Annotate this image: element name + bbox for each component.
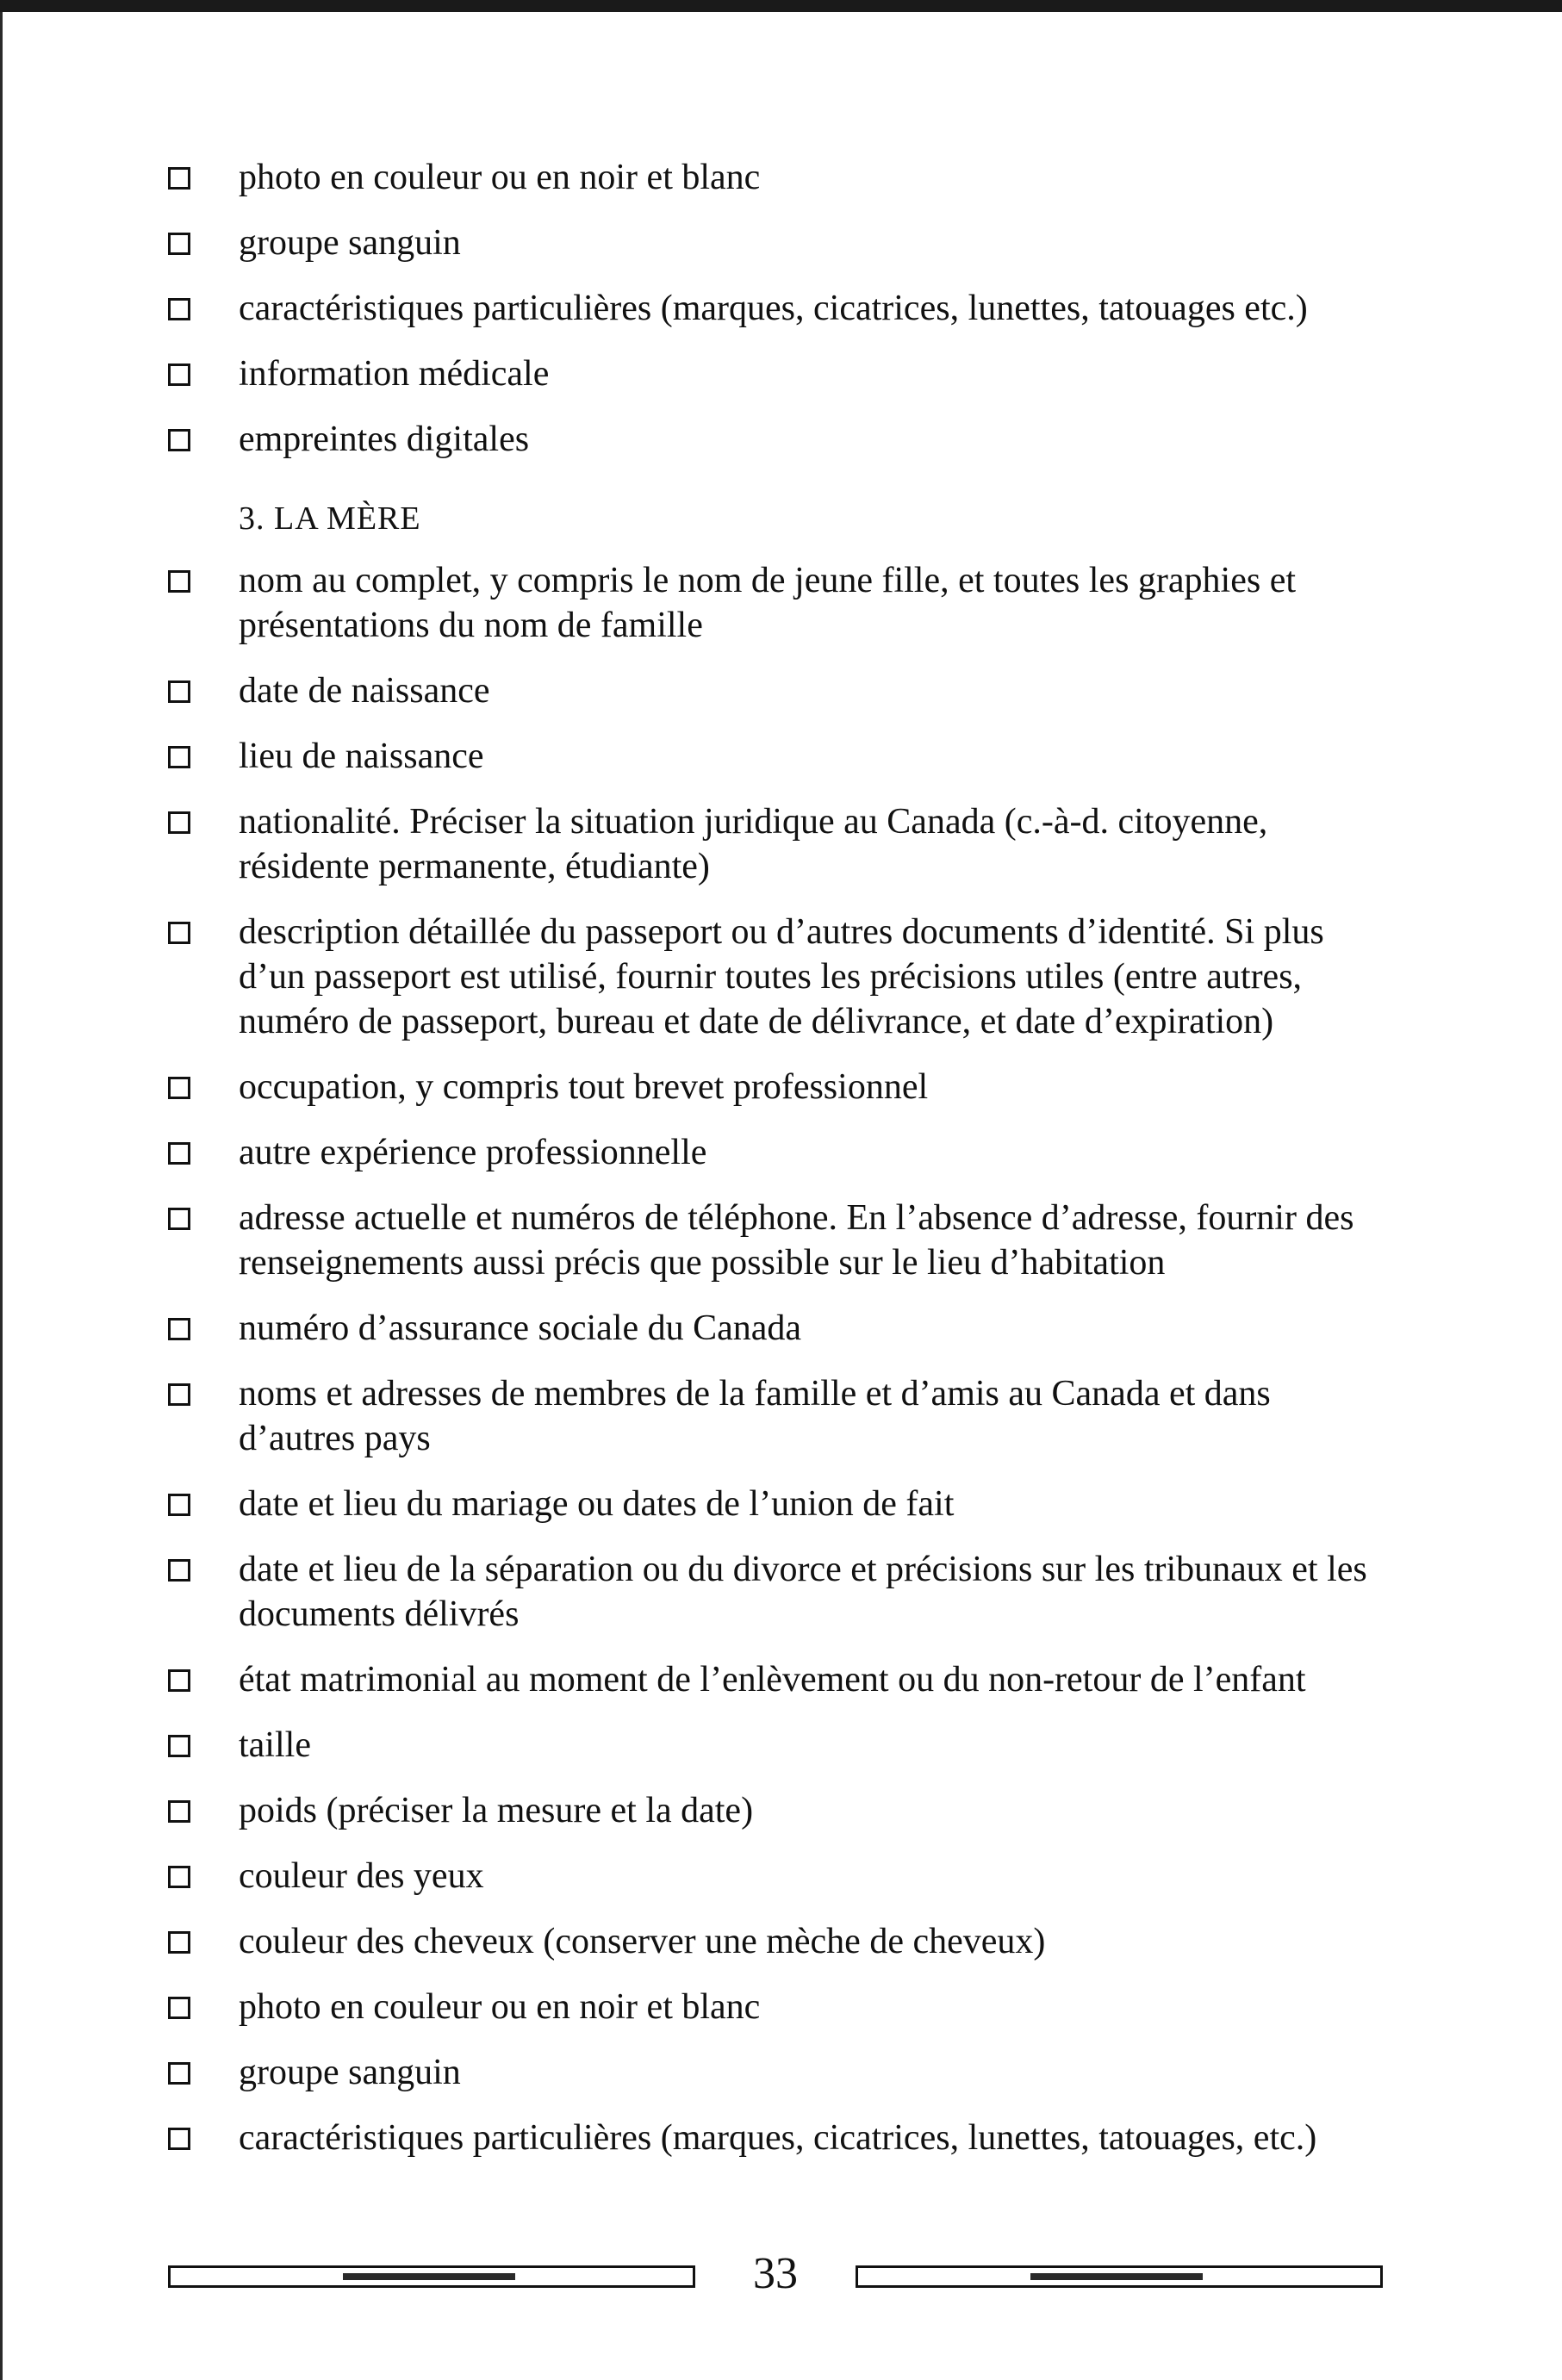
item-text: couleur des yeux xyxy=(239,1856,484,1896)
checkbox[interactable] xyxy=(168,233,190,255)
checkbox[interactable] xyxy=(168,167,190,190)
item-text: état matrimonial au moment de l’enlèvement ou du non-retour de l’enfant xyxy=(239,1660,1306,1700)
checkbox[interactable] xyxy=(168,1494,190,1516)
footer-rule-right xyxy=(856,2265,1383,2288)
item-text: date de naissance xyxy=(239,671,490,711)
item-text: numéro d’assurance sociale du Canada xyxy=(239,1308,802,1348)
footer-rule-right-fill xyxy=(1030,2273,1203,2280)
checkbox[interactable] xyxy=(168,746,190,768)
item-text: lieu de naissance xyxy=(239,736,484,776)
checkbox[interactable] xyxy=(168,1383,190,1406)
item-text: groupe sanguin xyxy=(239,223,461,263)
list-item xyxy=(168,1657,1383,1702)
list-item xyxy=(168,799,1383,889)
checkbox[interactable] xyxy=(168,2062,190,2085)
item-text: date et lieu de la séparation ou du divorce et précisions sur les tribunaux et les documents délivrés xyxy=(239,1550,1367,1634)
list-item xyxy=(168,1065,1383,1109)
item-text: description détaillée du passeport ou d’autres documents d’identité. Si plus d’un passeport est utilisé, fournir toutes les précisions utiles (entre autres, numéro de passeport, bureau et date de délivrance, et date d’expiration) xyxy=(239,912,1324,1041)
list-item xyxy=(168,1788,1383,1833)
section-heading: 3. LA MÈRE xyxy=(239,500,421,537)
item-text: poids (préciser la mesure et la date) xyxy=(239,1791,754,1830)
list-item xyxy=(168,1196,1383,1285)
checkbox[interactable] xyxy=(168,811,190,834)
item-text: couleur des cheveux (conserver une mèche de cheveux) xyxy=(239,1922,1046,1961)
list-item xyxy=(168,1130,1383,1175)
item-text: adresse actuelle et numéros de téléphone. En l’absence d’adresse, fournir des renseignements aussi précis que possible sur le lieu d’habitation xyxy=(239,1198,1354,1283)
item-text: caractéristiques particulières (marques, cicatrices, lunettes, tatouages, etc.) xyxy=(239,2118,1317,2158)
list-item xyxy=(168,1985,1383,2029)
list-item xyxy=(168,1371,1383,1461)
item-text: noms et adresses de membres de la famille et d’amis au Canada et dans d’autres pays xyxy=(239,1374,1271,1458)
checkbox[interactable] xyxy=(168,1800,190,1823)
list-item xyxy=(168,910,1383,1044)
item-text: autre expérience professionnelle xyxy=(239,1133,707,1172)
item-text: groupe sanguin xyxy=(239,2053,461,2092)
item-text: nationalité. Préciser la situation juridique au Canada (c.-à-d. citoyenne, résidente permanente, étudiante) xyxy=(239,802,1268,886)
item-text: taille xyxy=(239,1725,311,1765)
item-text: information médicale xyxy=(239,354,550,394)
checkbox[interactable] xyxy=(168,2128,190,2150)
item-text: occupation, y compris tout brevet professionnel xyxy=(239,1067,929,1107)
checkbox[interactable] xyxy=(168,1997,190,2019)
list-item xyxy=(168,2050,1383,2095)
checkbox[interactable] xyxy=(168,1669,190,1692)
checkbox[interactable] xyxy=(168,1208,190,1230)
checkbox[interactable] xyxy=(168,1142,190,1165)
checkbox[interactable] xyxy=(168,1931,190,1954)
list-item xyxy=(168,1306,1383,1351)
checkbox[interactable] xyxy=(168,1735,190,1757)
checkbox[interactable] xyxy=(168,1077,190,1099)
footer-rule-left xyxy=(168,2265,695,2288)
checkbox[interactable] xyxy=(168,1559,190,1581)
list-item xyxy=(168,734,1383,779)
list-item xyxy=(168,1919,1383,1964)
list-item xyxy=(168,1482,1383,1526)
list-item xyxy=(168,1547,1383,1637)
page-number: 33 xyxy=(753,2249,798,2298)
footer-rule-left-fill xyxy=(343,2273,515,2280)
list-item xyxy=(168,1723,1383,1768)
page-footer xyxy=(168,2248,1383,2300)
item-text: date et lieu du mariage ou dates de l’union de fait xyxy=(239,1484,955,1524)
scan-top-border xyxy=(0,0,1562,12)
checkbox[interactable] xyxy=(168,1866,190,1888)
checkbox[interactable] xyxy=(168,429,190,451)
list-item xyxy=(168,668,1383,713)
item-text: caractéristiques particulières (marques, cicatrices, lunettes, tatouages etc.) xyxy=(239,289,1308,328)
item-text: empreintes digitales xyxy=(239,419,530,459)
list-item xyxy=(168,1854,1383,1898)
list-item xyxy=(168,286,1383,331)
checkbox[interactable] xyxy=(168,364,190,386)
item-text: photo en couleur ou en noir et blanc xyxy=(239,158,761,197)
list-item xyxy=(168,2116,1383,2160)
checkbox[interactable] xyxy=(168,298,190,320)
list-item xyxy=(168,558,1383,648)
checkbox[interactable] xyxy=(168,570,190,593)
list-item xyxy=(168,417,1383,462)
checklist xyxy=(168,155,1383,2181)
item-text: photo en couleur ou en noir et blanc xyxy=(239,1987,761,2027)
list-item xyxy=(168,221,1383,265)
checkbox[interactable] xyxy=(168,1318,190,1340)
list-item xyxy=(168,155,1383,200)
list-item xyxy=(168,351,1383,396)
scan-left-edge xyxy=(0,12,3,2380)
checkbox[interactable] xyxy=(168,680,190,703)
checkbox[interactable] xyxy=(168,922,190,944)
item-text: nom au complet, y compris le nom de jeune fille, et toutes les graphies et présentations du nom de famille xyxy=(239,561,1297,645)
